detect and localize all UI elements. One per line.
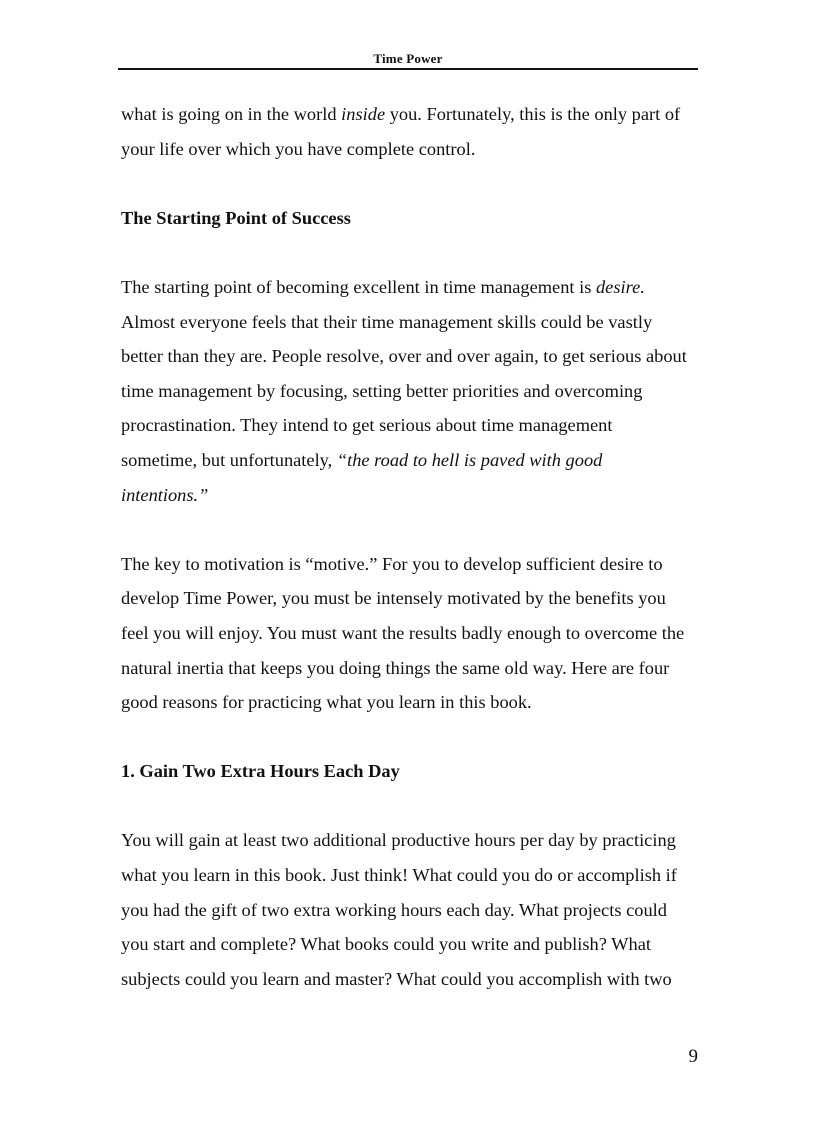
paragraph-intro: [121, 97, 701, 166]
paragraph-line: time management by focusing, setting better priorities and overcoming: [121, 380, 643, 401]
text-run: The starting point of becoming excellent in time management is: [121, 276, 596, 297]
paragraph-desire: [121, 270, 701, 512]
paragraph-line: what you learn in this book. Just think! What could you do or accomplish if: [121, 865, 677, 886]
paragraph-spacer: [121, 512, 701, 547]
text-run: you. Fortunately, this is the only part of: [385, 104, 681, 124]
header-rule: [118, 68, 698, 70]
paragraph-spacer: [121, 789, 701, 824]
paragraph-line: you had the gift of two extra working hours each day. What projects could: [121, 899, 667, 920]
paragraph-spacer: [121, 235, 701, 270]
paragraph-extra-hours: [121, 823, 701, 996]
page-number: 9: [688, 1046, 698, 1067]
emphasis-text: desire.: [595, 276, 645, 297]
text-run: sometime, but unfortunately,: [121, 449, 337, 470]
page-body: [121, 97, 701, 996]
emphasis-text: inside: [341, 104, 386, 124]
emphasis-quote: “the road to hell is paved with good: [336, 449, 603, 470]
paragraph-line: natural inertia that keeps you doing things the same old way. Here are four: [121, 657, 670, 678]
paragraph-motive: [121, 547, 701, 720]
paragraph-line: you start and complete? What books could you write and publish? What: [121, 934, 651, 955]
paragraph-line: good reasons for practicing what you learn in this book.: [121, 692, 532, 713]
paragraph-line: [121, 478, 701, 513]
section-heading-starting-point: The Starting Point of Success: [121, 207, 351, 228]
paragraph-spacer: [121, 166, 701, 201]
paragraph-line: your life over which you have complete control.: [121, 138, 476, 159]
paragraph-line: You will gain at least two additional productive hours per day by practicing: [121, 830, 676, 851]
text-run: what is going on in the world: [121, 104, 342, 124]
section-heading-extra-hours: 1. Gain Two Extra Hours Each Day: [121, 761, 400, 782]
paragraph-line: [121, 270, 701, 305]
paragraph-line: better than they are. People resolve, over and over again, to get serious about: [121, 346, 687, 367]
paragraph-line: The key to motivation is “motive.” For you to develop sufficient desire to: [121, 553, 663, 574]
paragraph-line: procrastination. They intend to get serious about time management: [121, 415, 613, 436]
paragraph-line: subjects could you learn and master? What could you accomplish with two: [121, 968, 672, 989]
running-header-title: Time Power: [373, 51, 443, 66]
paragraph-line: [121, 443, 701, 478]
paragraph-line: develop Time Power, you must be intensely motivated by the benefits you: [121, 588, 666, 609]
paragraph-line: feel you will enjoy. You must want the results badly enough to overcome the: [121, 622, 685, 643]
paragraph-line: Almost everyone feels that their time management skills could be vastly: [121, 311, 653, 332]
paragraph-line: [121, 97, 701, 132]
emphasis-quote: intentions.”: [121, 484, 209, 505]
paragraph-spacer: [121, 720, 701, 755]
